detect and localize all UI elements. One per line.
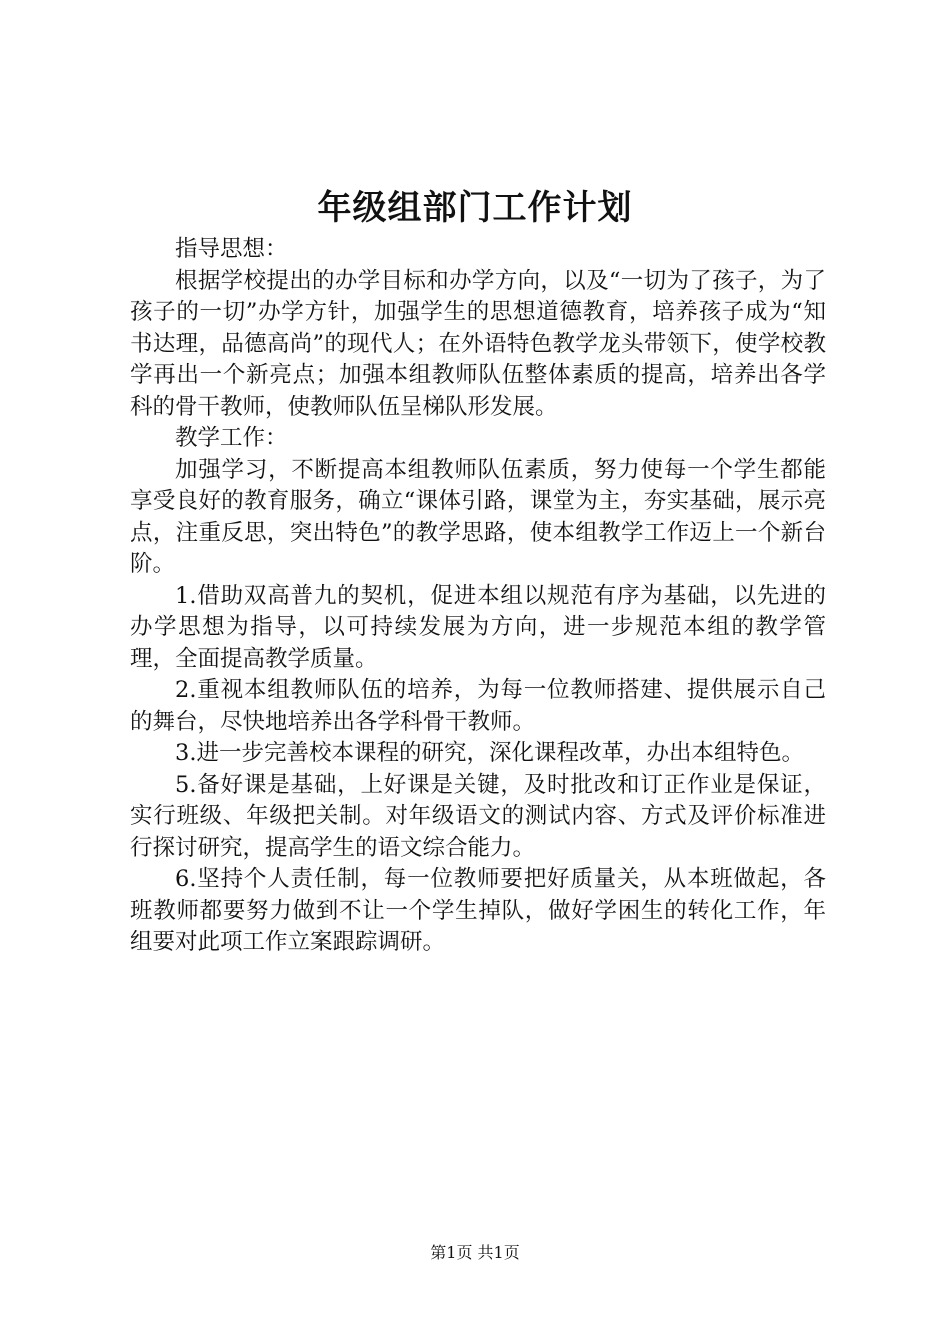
document-body (130, 234, 826, 959)
page-number-footer: 第1页 共1页 (430, 1243, 520, 1262)
list-item-1: 1.借助双高普九的契机，促进本组以规范有序为基础，以先进的办学思想为指导，以可持续发展为方向，进一步规范本组的教学管理，全面提高教学质量。 (130, 582, 826, 672)
section-heading-guiding-ideology: 指导思想： (175, 236, 288, 262)
document-title: 年级组部门工作计划 (317, 188, 633, 228)
paragraph-teaching-work: 加强学习，不断提高本组教师队伍素质，努力使每一个学生都能享受良好的教育服务，确立“课体引路，课堂为主，夯实基础，展示亮点，注重反思，突出特色”的教学思路，使本组教学工作迈上一个新台阶。 (130, 456, 826, 577)
list-item-5: 5.备好课是基础，上好课是关键，及时批改和订正作业是保证，实行班级、年级把关制。对年级语文的测试内容、方式及评价标准进行探讨研究，提高学生的语文综合能力。 (130, 771, 826, 861)
list-item-3: 3.进一步完善校本课程的研究，深化课程改革，办出本组特色。 (175, 740, 804, 766)
paragraph-guiding-ideology: 根据学校提出的办学目标和办学方向，以及“一切为了孩子，为了孩子的一切”办学方针，加强学生的思想道德教育，培养孩子成为“知书达理，品德高尚”的现代人；在外语特色教学龙头带领下，使学校教学再出一个新亮点；加强本组教师队伍整体素质的提高，培养出各学科的骨干教师，使教师队伍呈梯队形发展。 (130, 267, 826, 420)
list-item-2: 2.重视本组教师队伍的培养，为每一位教师搭建、提供展示自己的舞台，尽快地培养出各学科骨干教师。 (130, 677, 826, 735)
section-heading-teaching-work: 教学工作： (175, 425, 288, 451)
list-item-6: 6.坚持个人责任制，每一位教师要把好质量关，从本班做起，各班教师都要努力做到不让一个学生掉队，做好学困生的转化工作，年组要对此项工作立案跟踪调研。 (130, 866, 826, 955)
